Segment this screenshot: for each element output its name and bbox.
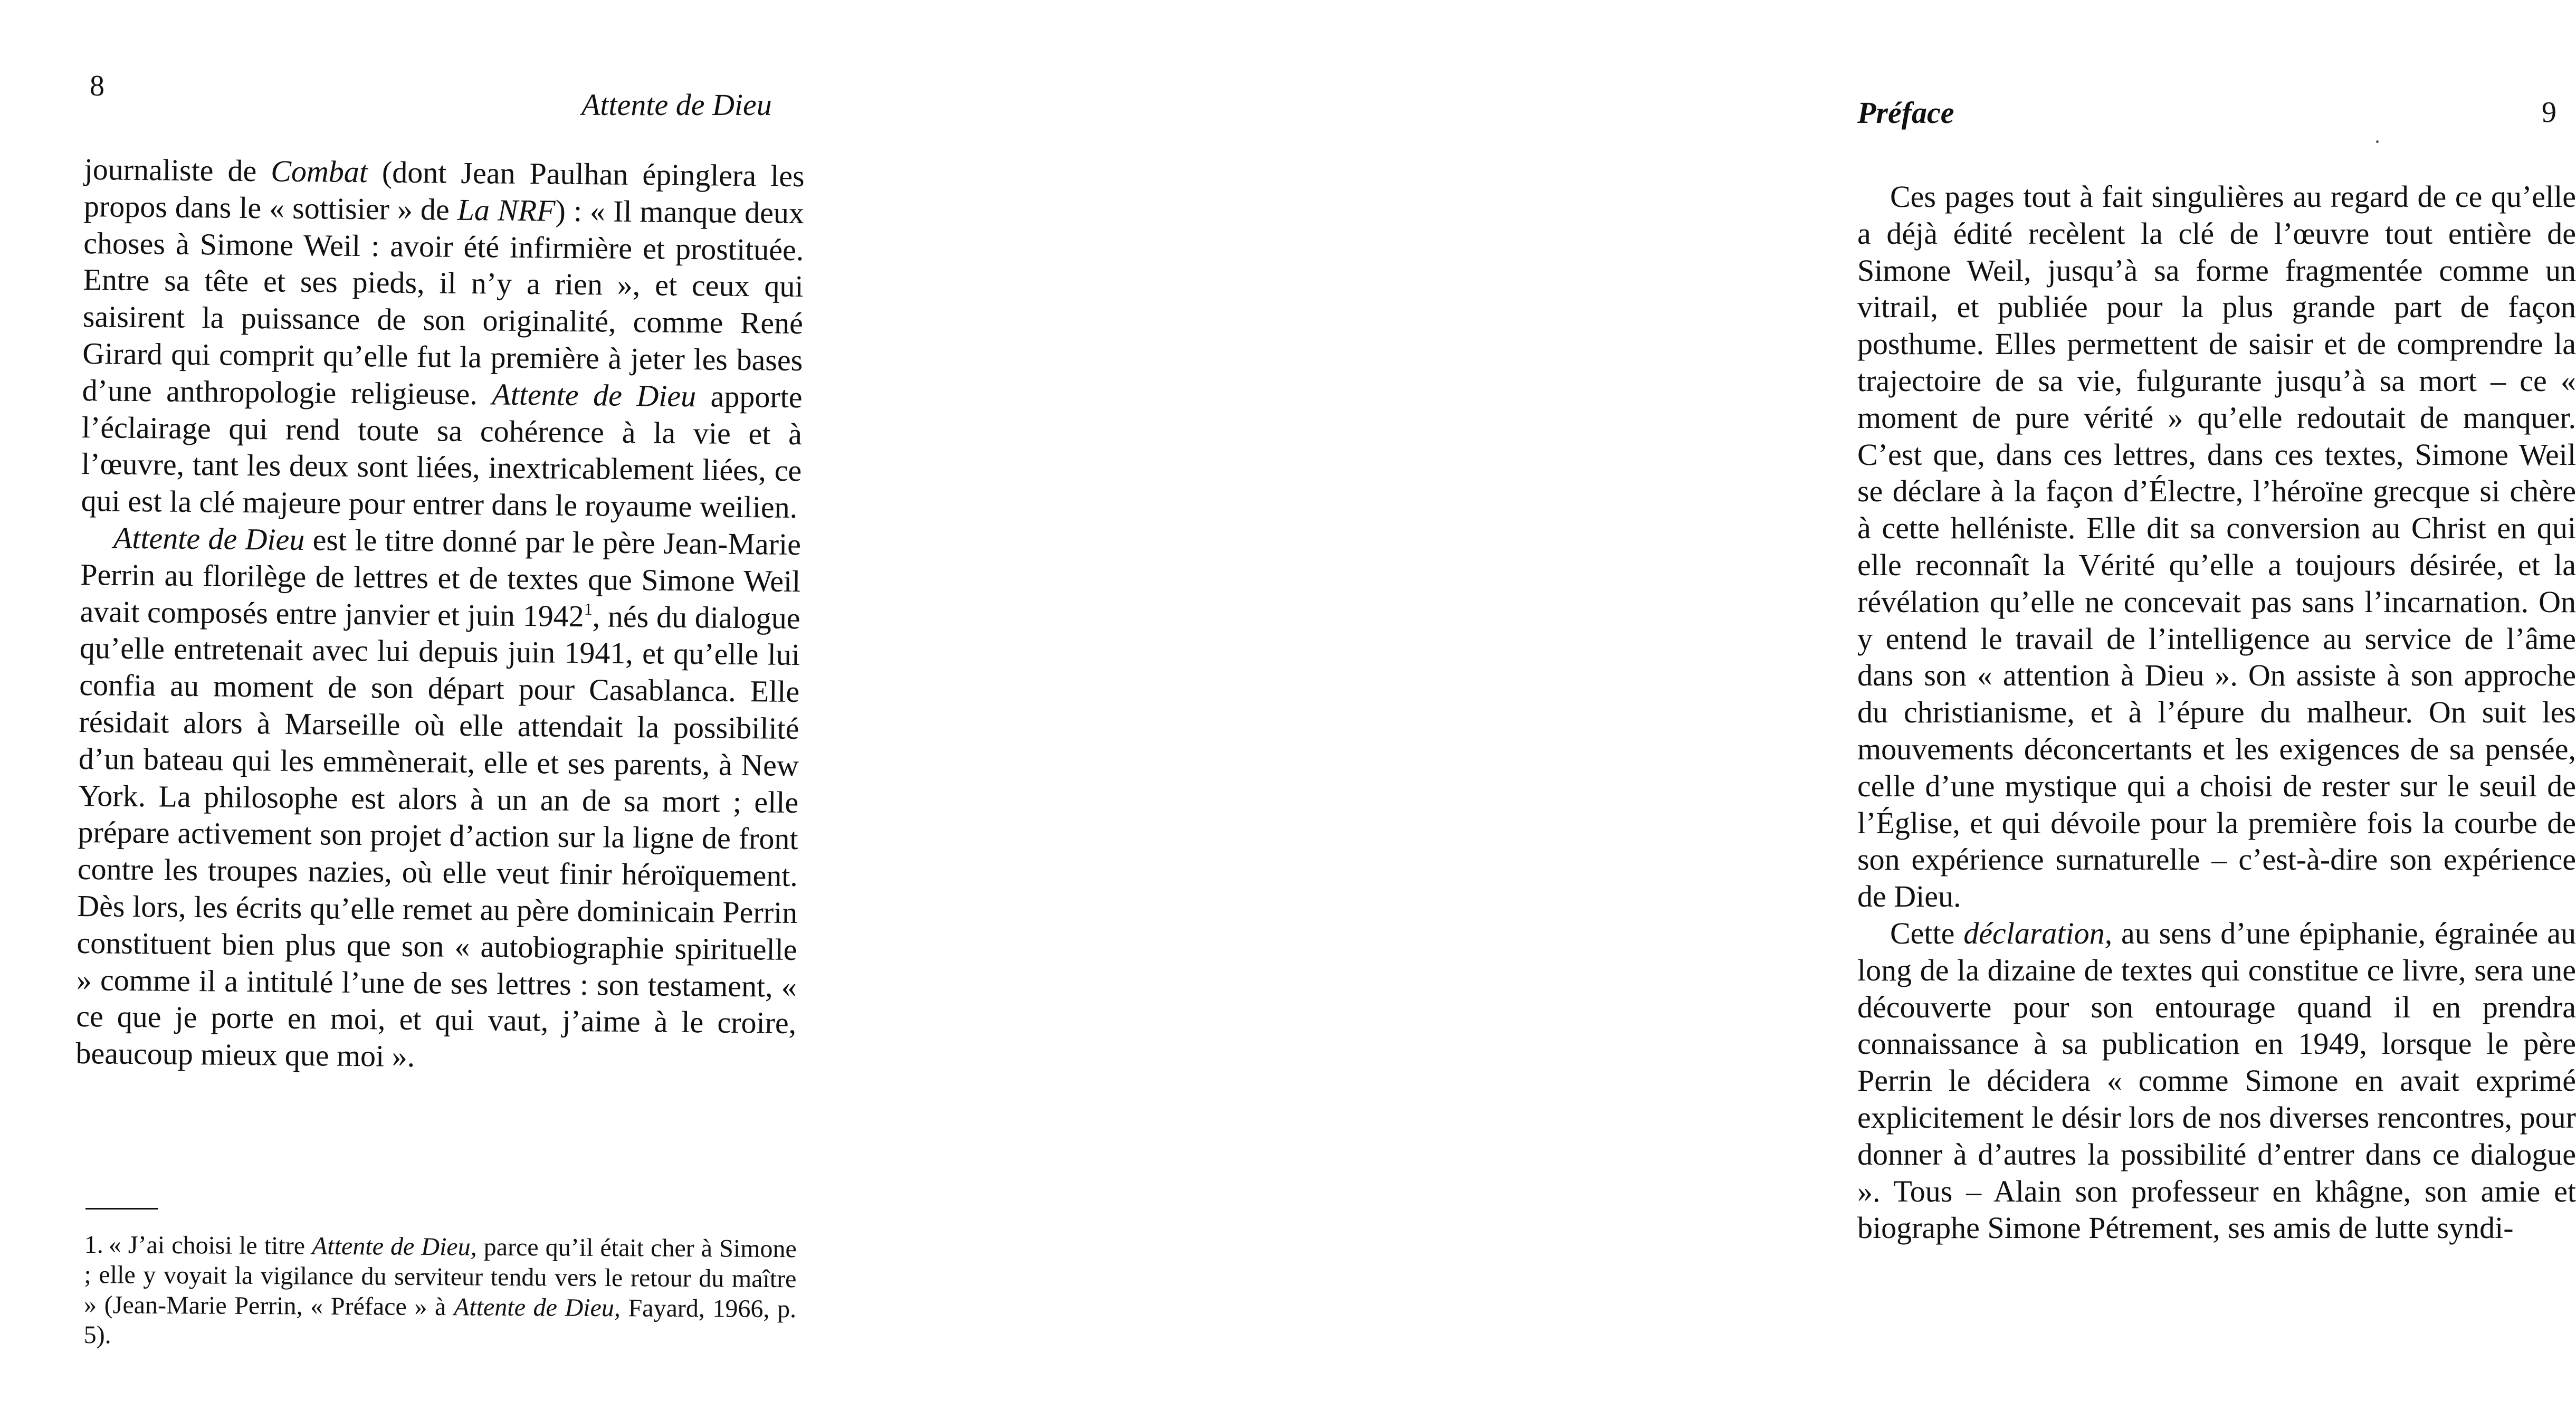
footnote — [84, 1230, 797, 1354]
left-p1-attente-title: Attente de Dieu — [492, 377, 697, 413]
left-p1-text-1: journaliste de — [84, 151, 271, 188]
left-page-number: 8 — [90, 70, 104, 102]
left-paragraph-2 — [75, 519, 801, 1079]
right-running-head: Préface — [1857, 96, 1954, 130]
left-p1-la-nrf-title: La NRF — [457, 192, 556, 228]
left-p1-text-2: (dont Jean Paulhan épinglera les propos dans le « sottisier » de — [83, 155, 805, 227]
right-p2-declaration: déclaration, — [1963, 916, 2113, 950]
footnote-reference: 1 — [584, 599, 593, 618]
footnote-text-1: « J’ai choisi le titre — [108, 1231, 312, 1260]
left-page — [0, 0, 844, 1419]
left-p2-text-1: est le titre donné par le père Jean-Marie Perrin au florilège de lettres et de textes que Simone Weil avait composés entre janvier et juin 1942 — [80, 522, 802, 633]
footnote-attente-title-2: Attente de Dieu, — [453, 1293, 621, 1322]
footnote-text-3: Fayard, 1966, p. 5). — [83, 1294, 797, 1349]
right-body-text — [1857, 178, 2576, 1246]
left-body-text — [75, 151, 805, 1079]
right-paragraph-1: Ces pages tout à fait singulières au regard de ce qu’elle a déjà édité recèlent la clé de l’œuvre tout entière de Simone Weil, jusqu’à sa forme fragmentée comme un vitrail, et publiée pour la plus grande part de façon posthume. Elles permettent de saisir et de comprendre la trajectoire de sa vie, fulgurante jusqu’à sa mort – ce « moment de pure vérité » qu’elle redoutait de manquer. C’est que, dans ces lettres, dans ces textes, Simone Weil se déclare à la façon d’Électre, l’héroïne grecque si chère à cette helléniste. Elle dit sa conversion au Christ en qui elle reconnaît la Vérité qu’elle a toujours désirée, et la révélation qu’elle ne concevait pas sans l’incarnation. On y entend le travail de l’intelligence au service de l’âme dans son « attention à Dieu ». On assiste à son approche du christianisme, et à l’épure du malheur. On suit les mouvements déconcertants et les exigences de sa pensée, celle d’une mystique qui a choisi de rester sur le seuil de l’Église, et qui dévoile pour la première fois la courbe de son expérience surnaturelle – c’est-à-dire son expérience de Dieu. — [1857, 179, 2576, 914]
ink-speck — [2376, 140, 2379, 143]
left-p1-text-3: ) : « Il manque deux choses à Simone Weil : avoir été infirmière et prostituée. Entre sa tête et ses pieds, il n’y a rien », et ceux qui saisirent la puissance de son originalité, comme René Girard qui comprit qu’elle fut la première à jeter les bases d’une anthropologie religieuse. — [82, 193, 805, 412]
left-p1-combat-title: Combat — [270, 154, 368, 189]
left-p2-attente-title: Attente de Dieu — [113, 520, 305, 557]
left-running-head: Attente de Dieu — [581, 88, 772, 122]
right-p2-text-1: Cette — [1890, 916, 1964, 950]
right-page-number: 9 — [2542, 96, 2556, 129]
left-paragraph-1 — [81, 151, 805, 526]
footnote-marker: 1. — [84, 1231, 103, 1259]
left-p2-text-2: , nés du dialogue qu’elle entretenait avec lui depuis juin 1941, et qu’elle lui confia au moment de son départ pour Casablanca. Elle résidait alors à Marseille où elle attendait la possibilité d’un bateau qui les emmènerait, elle et ses parents, à New York. La philosophe est alors à un an de sa mort ; elle prépare activement son projet d’action sur la ligne de front contre les troupes nazies, où elle veut finir héroïquement. Dès lors, les écrits qu’elle remet au père dominicain Perrin constituent bien plus que son « autobiographie spirituelle » comme il a intitulé l’une de ses lettres : son testament, « ce que je porte en moi, et qui vaut, j’aime à le croire, beaucoup mieux que moi ». — [75, 598, 800, 1074]
footnote-attente-title-1: Attente de Dieu, — [311, 1232, 477, 1261]
footnote-rule — [85, 1208, 158, 1210]
right-page — [908, 0, 2576, 1419]
footnote-text-2: parce qu’il était cher à Simone ; elle y voyait la vigilance du serviteur tendu vers le retour du maître » (Jean-Marie Perrin, « Préface » à — [83, 1233, 797, 1321]
right-paragraph-2 — [1857, 915, 2576, 1246]
right-p2-text-2: au sens d’une épiphanie, égrainée au long de la dizaine de textes qui constitue ce livre, sera une découverte pour son entourage quand il en prendra connaissance à sa publication en 1949, lorsque le père Perrin le décidera « comme Simone en avait exprimé explicitement le désir lors de nos diverses rencontres, pour donner à d’autres la possibilité d’entrer dans ce dialogue ». Tous – Alain son professeur en khâgne, son amie et biographe Simone Pétrement, ses amis de lutte syndi- — [1857, 916, 2576, 1245]
left-p1-text-4: apporte l’éclairage qui rend toute sa cohérence à la vie et à l’œuvre, tant les deux sont liées, inextricablement liées, ce qui est la clé majeure pour entrer dans le royaume weilien. — [81, 378, 803, 525]
